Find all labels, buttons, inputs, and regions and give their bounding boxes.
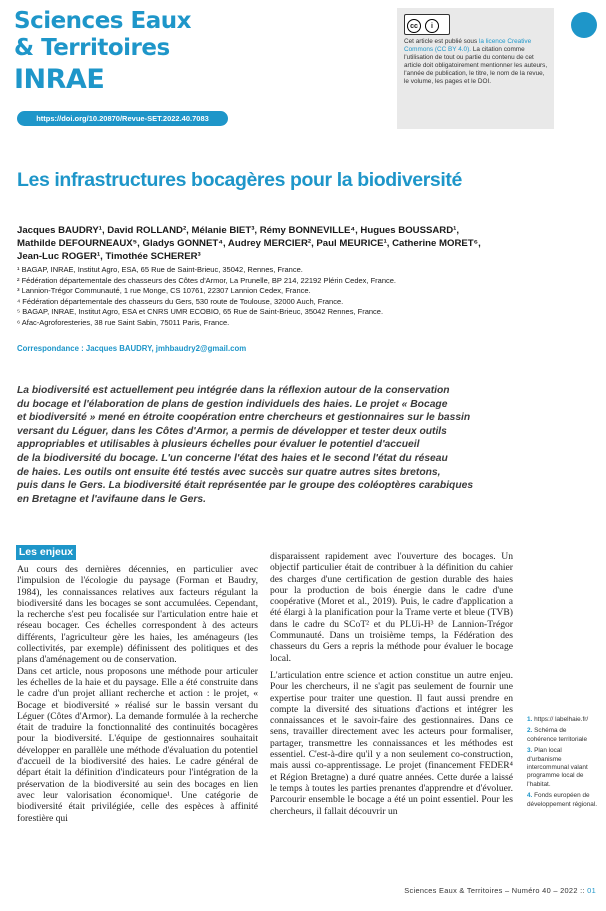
affiliation: ³ Lannion-Trégor Communauté, 1 rue Monge, CS 10761, 22307 Lannion Cedex, France. — [17, 286, 311, 296]
paragraph: L'articulation entre science et action constitue un autre enjeu. Pour les chercheurs, il ne s'agit pas seulement de fournir une expertise pour traiter une question. Il faut aussi prendre en compte la diversité des situations d'actions et intégrer les connaissances et le savoir-faire des gestionnaires. Dans ce sens, travailler directement avec les acteurs pour formaliser, partager, transmettre les connaissances et les méthodes est essentiel. C'est-à-dire qu'il y a non seulement co-construction, mais aussi co-apprentissage. Le projet (financement FEDER⁴ et Région Bretagne) a duré quatre années. Cette durée a laissé le temps à toutes les parties prenantes d'apprendre et d'évoluer. Parcourir ensemble le bocage a été un point essentiel. Pour les chercheurs, il fallait découvrir un — [270, 669, 513, 817]
footnote-link[interactable]: https:// labelhaie.fr/ — [534, 716, 589, 723]
cc-by-badge — [404, 14, 450, 35]
affiliation: ¹ BAGAP, INRAE, Institut Agro, ESA, 65 Rue de Saint-Brieuc, 35042, Rennes, France. — [17, 265, 303, 274]
section-heading: Les enjeux — [16, 545, 76, 560]
license-link[interactable]: la licence Creative Commons (CC BY 4.0). — [404, 38, 532, 53]
body-column-1 — [17, 564, 258, 824]
journal-title-line2: & Territoires — [14, 35, 170, 61]
article-title: Les infrastructures bocagères pour la biodiversité — [17, 169, 462, 191]
author-line: Mathilde DEFOURNEAUX⁵, Gladys GONNET⁴, Audrey MERCIER², Paul MEURICE¹, Catherine MORET⁶, — [17, 238, 481, 250]
doi-link[interactable]: https://doi.org/10.20870/Revue-SET.2022.40.7083 — [17, 111, 228, 126]
author-list — [17, 224, 592, 264]
abstract-line: puis dans le Gers. La biodiversité était représentée par le groupe des coléoptères carabiques — [17, 480, 474, 492]
license-text-body: La citation comme l'utilisation de tout ou partie du contenu de cet article doit obligatoirement mentionner les auteurs, l'année de publication, le titre, le nom de la revue, le volume, les pages et le DOI. — [404, 45, 548, 85]
journal-title — [14, 8, 191, 62]
page-footer — [340, 886, 596, 895]
abstract-line: en Bretagne et l'avifaune dans le Gers. — [17, 493, 207, 505]
paragraph: Dans cet article, nous proposons une méthode pour articuler les échelles de la haie et du paysage. Elle a été construite dans le cadre d'un projet alliant recherche et action : le projet, « Bocage et biodiversité » réalisé sur le bassin versant du Léguer (Côtes d'Armor). La demande formulée à la recherche était de traduire la fonctionnalité des continuités bocagères pour la biodiversité. L'équipe de gestionnaires souhaitait développer en parallèle une méthode d'évaluation du potentiel d'accueil de la biodiversité des haies. Le cadre général de départ était la définition d'indicateurs pour l'intégration de la préservation de la biodiversité au sein des bocages en lien avec leur valorisation économique¹. Une catégorie de biodiversité était privilégiée, celle des espèces à affinité forestière qui — [17, 665, 258, 824]
affiliation: ² Fédération départementale des chasseurs des Côtes d'Armor, La Prunelle, BP 214, 22192 Plérin Cedex, France. — [17, 275, 397, 285]
abstract — [17, 384, 592, 506]
abstract-line: de la biodiversité du bocage. L'un concerne l'état des haies et le second l'état du réseau — [17, 452, 448, 464]
footnote: 4. Fonds européen de développement régional. — [527, 792, 597, 808]
paragraph: Au cours des dernières décennies, en particulier avec l'impulsion de l'écologie du paysage (Forman et Baudry, 1984), les connaissances relatives aux facteurs régulant la biodiversité dans les bocages se sont accumulées. Cependant, la recherche s'est peu focalisée sur l'articulation entre haie et réseau bocager. Ces échelles correspondent à des acteurs différents, l'agriculteur gère les haies, les aménageurs (les collectivités, par exemple) définissent des politiques et des plans d'aménagement ou de conservation. — [17, 564, 258, 666]
footer-text: Sciences Eaux & Territoires – Numéro 40 – 2022 :: — [404, 886, 585, 895]
page-number: 01 — [587, 886, 596, 895]
abstract-line: de haies. Les outils ont ensuite été testés avec succès sur quatre autres sites bretons, — [17, 466, 441, 478]
author-line: Jean-Luc ROGER¹, Timothée SCHERER³ — [17, 251, 201, 263]
author-line: Jacques BAUDRY¹, David ROLLAND², Mélanie BIET³, Rémy BONNEVILLE⁴, Hugues BOUSSARD¹, — [17, 225, 460, 236]
body-column-2 — [270, 551, 513, 817]
footnote: 2. Schéma de cohérence territoriale — [527, 727, 588, 743]
footnote: 1. https:// labelhaie.fr/ — [527, 716, 589, 723]
footnote: 3. Plan local d'urbanisme intercommunal valant programme local de l'habitat. — [527, 747, 588, 788]
abstract-line: du bocage et l'élaboration de plans de gestion individuels des haies. Le projet « Bocage — [17, 398, 448, 410]
correspondance[interactable]: Correspondance : Jacques BAUDRY, jmhbaudry2@gmail.com — [17, 344, 247, 353]
affiliation: ⁴ Fédération départementale des chasseurs du Gers, 530 route de Toulouse, 32000 Auch, France. — [17, 296, 344, 306]
footnotes — [527, 716, 597, 812]
page-marker-circle — [571, 12, 597, 38]
abstract-line: La biodiversité est actuellement peu intégrée dans la réflexion autour de la conservation — [17, 385, 450, 396]
affiliation: ⁶ Afac-Agroforesteries, 38 rue Saint Sabin, 75011 Paris, France. — [17, 317, 230, 327]
journal-title-line1: Sciences Eaux — [14, 8, 191, 34]
affiliation-list — [17, 265, 592, 329]
abstract-line: versant du Léguer, dans les Côtes d'Armor, a permis de développer et tester deux outils — [17, 425, 447, 437]
by-icon: i — [425, 19, 439, 33]
license-text — [404, 38, 550, 85]
publisher-logo: INRAE — [14, 64, 105, 95]
paragraph: disparaissent rapidement avec l'ouverture des bocages. Un objectif particulier était de contribuer à la définition du cahier des charges d'une certification de gestion durable des haies pour la production de bois énergie dans le cadre d'une coopérative (Moret et al., 2019). Puis, le cadre d'application a été élargi à la planification pour la Trame verte et bleue (TVB) dans le cadre du SCoT² et du PLUi-H³ de Lannion-Trégor Communauté. Dans un troisième temps, la Fédération des chasseurs du Gers a repris la méthode pour évaluer le bocage local. — [270, 551, 513, 664]
license-text-intro: Cet article est publié sous — [404, 38, 479, 45]
affiliation: ⁵ BAGAP, INRAE, Institut Agro, ESA et CNRS UMR ECOBIO, 65 Rue de Saint-Brieuc, 35042 Rennes, France. — [17, 307, 384, 317]
abstract-line: appropriables et utilisables à plusieurs échelles pour évaluer le potentiel d'accueil — [17, 439, 420, 451]
abstract-line: et biodiversité » mené en étroite coopération entre chercheurs et gestionnaires sur le bassin — [17, 412, 471, 424]
cc-icon: cc — [407, 19, 421, 33]
